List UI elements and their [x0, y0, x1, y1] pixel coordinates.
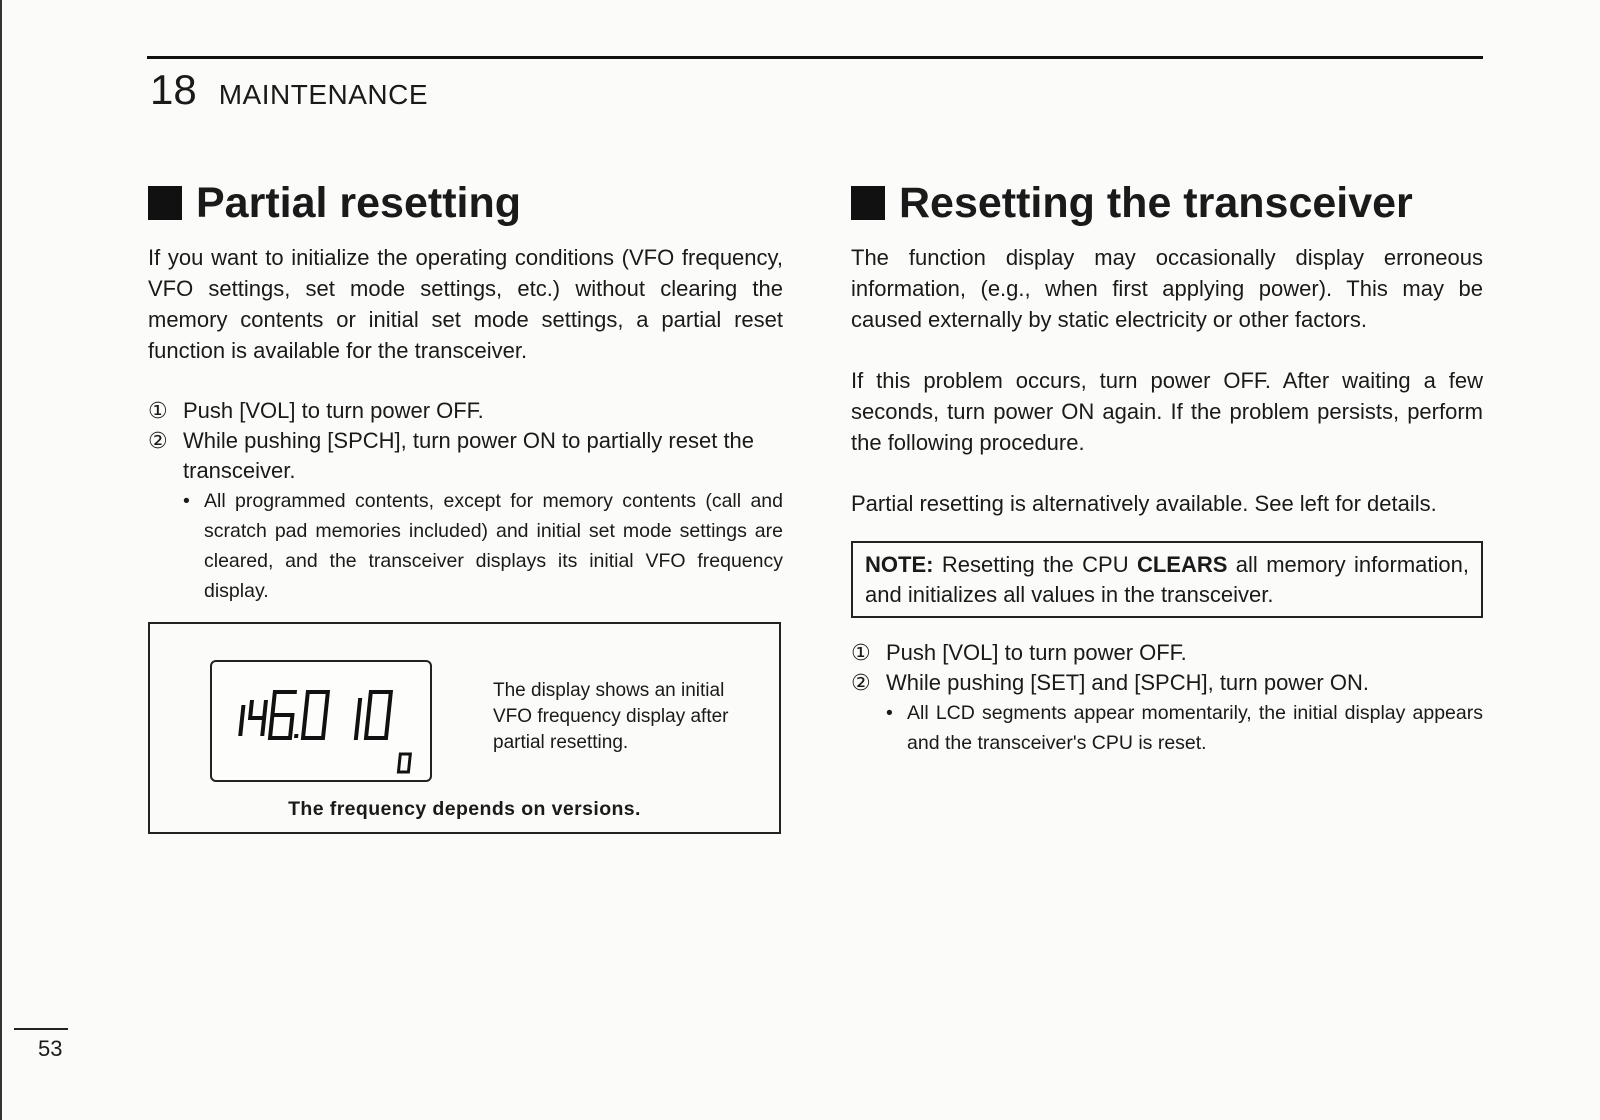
- step-item: [851, 668, 1483, 698]
- partial-bullet-note: [183, 486, 783, 606]
- footer-rule: [14, 1028, 68, 1030]
- bullet-text: All programmed contents, except for memory contents (call and scratch pad memories included) and initial set mode settings are cleared, and the transceiver displays its initial VFO frequency display.: [204, 490, 783, 602]
- cpu-reset-note: [851, 541, 1483, 618]
- page-left-edge: [0, 0, 2, 1120]
- section-square-icon: [148, 186, 182, 220]
- reset-paragraph-2: If this problem occurs, turn power OFF. After waiting a few seconds, turn power ON again. If the problem persists, perform the following procedure.: [851, 368, 1483, 455]
- lcd-frequency-readout: [212, 662, 430, 780]
- lcd-display: [210, 660, 432, 782]
- note-text-after: all memory information, and initializes all values in the transceiver.: [865, 552, 1469, 607]
- lcd-digit-6: [270, 692, 295, 738]
- lcd-figure-box: [148, 622, 781, 834]
- spacer: [851, 335, 1483, 365]
- page-number: 53: [38, 1036, 63, 1061]
- lcd-digit-0b: [366, 692, 391, 738]
- lcd-digit-0: [303, 692, 328, 738]
- chapter-title: MAINTENANCE: [218, 79, 429, 110]
- bullet-symbol: •: [886, 702, 893, 724]
- step-item: [851, 638, 1483, 668]
- note-text-before: Resetting the CPU: [933, 552, 1137, 577]
- lcd-digit-1b: [356, 700, 360, 738]
- lcd-digit-4: [248, 702, 265, 734]
- resetting-title: Resetting the transceiver: [899, 179, 1413, 227]
- step-item: [148, 426, 783, 486]
- chapter-header: [150, 66, 428, 114]
- resetting-heading: [851, 178, 1483, 228]
- reset-step-number-2: ②: [851, 670, 871, 695]
- reset-step-text-1: Push [VOL] to turn power OFF.: [886, 640, 1187, 665]
- bullet-symbol: •: [183, 490, 190, 512]
- bullet-text: All LCD segments appear momentarily, the initial display appears and the transceiver's CPU is reset.: [907, 702, 1483, 754]
- step-number-1: ①: [148, 398, 168, 423]
- note-strong-text: CLEARS: [1136, 552, 1228, 577]
- reset-paragraph-1: The function display may occasionally display erroneous information, (e.g., when first applying power). This may be caused externally by static electricity or other factors.: [851, 245, 1483, 332]
- reset-paragraph-3: Partial resetting is alternatively available. See left for details.: [851, 491, 1437, 516]
- step-text-2: While pushing [SPCH], turn power ON to partially reset the transceiver.: [183, 428, 755, 483]
- header-rule: [147, 56, 1483, 59]
- note-label: NOTE:: [865, 552, 934, 577]
- lcd-digit-1: [240, 707, 243, 734]
- reset-bullet-note: [886, 698, 1483, 758]
- step-item: [148, 396, 783, 426]
- reset-step-text-2: While pushing [SET] and [SPCH], turn power ON.: [886, 670, 1369, 695]
- figure-caption: The display shows an initial VFO frequency display after partial resetting.: [493, 680, 729, 753]
- partial-resetting-section: [148, 178, 783, 606]
- figure-note: The frequency depends on versions.: [288, 798, 641, 820]
- chapter-number: 18: [150, 66, 197, 113]
- spacer: [851, 458, 1483, 488]
- partial-resetting-heading: [148, 178, 783, 228]
- step-number-2: ②: [148, 428, 168, 453]
- lcd-decimal-point: [294, 734, 298, 738]
- partial-steps-list: [148, 396, 783, 486]
- lcd-channel-digit: [398, 754, 410, 772]
- partial-resetting-title: Partial resetting: [196, 179, 521, 227]
- step-text-1: Push [VOL] to turn power OFF.: [183, 398, 484, 423]
- reset-step-number-1: ①: [851, 640, 871, 665]
- section-square-icon: [851, 186, 885, 220]
- partial-intro-paragraph: If you want to initialize the operating conditions (VFO frequency, VFO settings, set mode settings, etc.) without clearing the memory contents or initial set mode settings, a partial reset function is available for the transceiver.: [148, 245, 783, 363]
- reset-steps-list: [851, 638, 1483, 698]
- spacer: [148, 366, 783, 396]
- resetting-transceiver-section: [851, 178, 1483, 758]
